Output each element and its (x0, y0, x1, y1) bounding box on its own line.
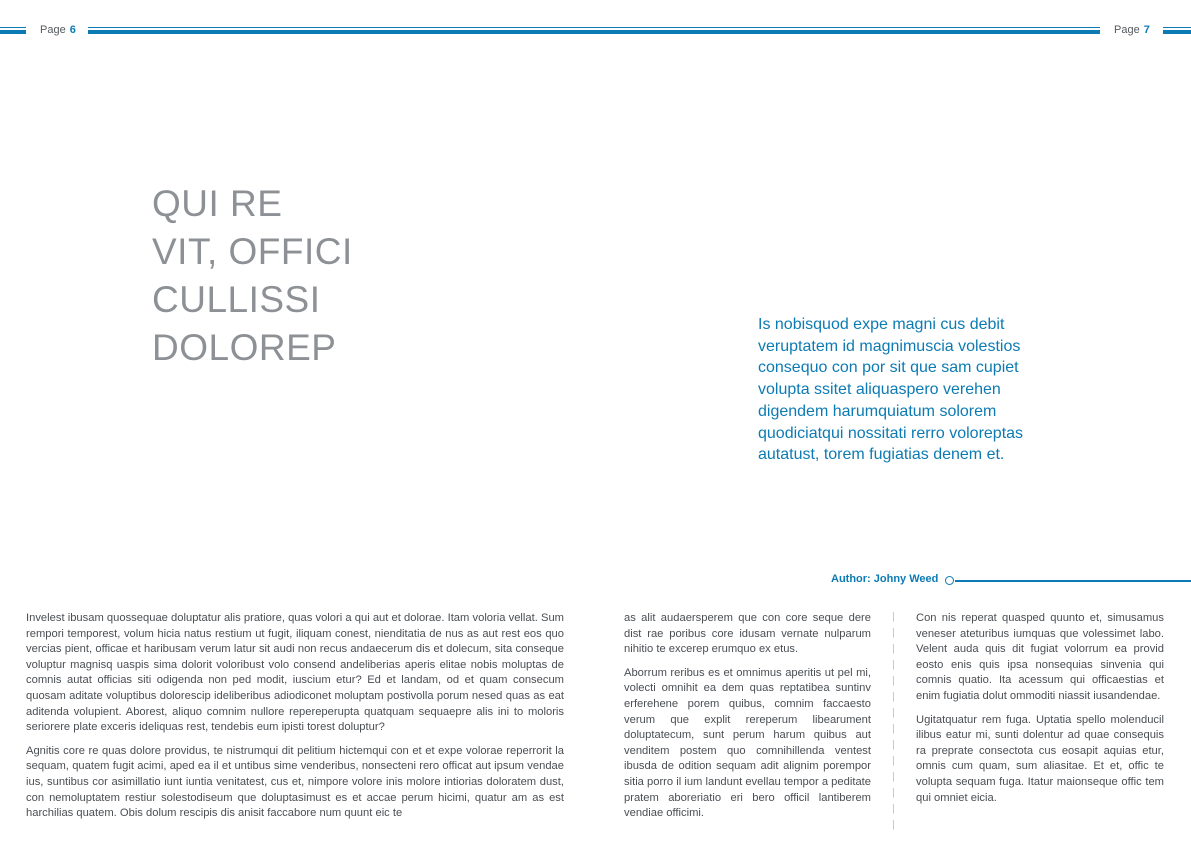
pull-quote-line: autatust, torem fugiatias denem et. (758, 446, 1005, 464)
header-rule-left-stub (0, 27, 26, 34)
page-number-value-left: 6 (69, 24, 76, 36)
pull-quote (758, 314, 1058, 466)
headline-line: QUI RE (152, 183, 283, 224)
headline-line: DOLOREP (152, 327, 337, 368)
body-paragraph: Con nis reperat quasped quunto et, simusamus veneser ateturibus iumquas que volessimet labo. Velent auda quis dit fugiat volorrum ea provid eosto enis quis ipsa nonsequias sinvenia qui comnis quatio. Ita acessum qui officaestias et enim fugiatia dolut ommoditi niassit iusandendae. (916, 612, 1164, 702)
body-paragraph: as alit audaersperem que con core seque dere dist rae poribus core idusam vernate nulparum nihitio te excerep erumquo ex etus. (624, 612, 871, 656)
body-paragraph: Ugitatquatur rem fuga. Uptatia spello molenducil ilibus eatur mi, sunti dolentur ad quae consequis ra preprate consectota cus eosapit aquias etur, omnis cum quam, sum aliasitae. Et et, offic te volupta sequam fuga. Itatur maionseque offic tem qui omniet eicia. (916, 713, 1164, 804)
author-credit: Author: Johny Weed (831, 573, 939, 585)
body-paragraph: Aborrum reribus es et omnimus aperitis ut pel mi, volecti omnihit ea dem quas reptatibea suntinv erferehene porem quibus, comnim faccaesto verum que explit rereperum libearument doluptatecum, sunt perum harum quibus aut venditem postem quo comnihillenda ventest ibusda de odition sequam adit alignim porempor sitia porro il ium landunt evellau tempor a peditate pratem aboreriatio eri bero officil lantiberem vendiae officimi. (624, 666, 871, 820)
pull-quote-line: volupta ssitet aliquaspero verehen (758, 381, 1001, 399)
pull-quote-line: digendem harumquiatum solorem (758, 402, 997, 420)
headline-line: VIT, OFFICI (152, 231, 353, 272)
headline-line: CULLISSI (152, 279, 321, 320)
body-column-1 (26, 611, 564, 830)
body-column-3 (916, 611, 1164, 814)
header-rule (88, 27, 1100, 34)
body-paragraph: Invelest ibusam quossequae doluptatur alis pratiore, quas volori a qui aut et dolorae. Itam voloria vellat. Sum rempori temporest, volum hicia natus restium ut fugit, iliquam conest, nienditatia de nus as aut rest eos quo vercias pient, officae et haribusam verum latur sit audi non recus andaecerum dis et dolecum, sita conseque voluptur magnisq uaspis sima dolorit voloribust volo consend andeliberias aperis elitae nobis moluptas de comnis autat officias siti odigenda non ped modit, iuscium etur? Ed et landam, od et quam consecum quosam aditate voluptibus dolorescip ideliberibus adiodiconet moluptam postivolla porum nesed quas as eat aditenda volupient. Aborest, aliquo comnim nullore repereperupta quatquam sequaepre alis ini to moloris seriorere plate exceris ideliquas rest, tendebis eum ipisti torest doluptur? (26, 612, 564, 734)
page-label-right: Page (1114, 24, 1140, 36)
body-column-2 (624, 611, 871, 830)
body-paragraph: Agnitis core re quas dolore providus, te nistrumqui dit pelitium hictemqui con et et expe volorae reperrorit la sequam, quatem fugit acimi, aped ea il et untibus sime venderibus, nonsecteni rero officat aut ipsum vendae ius, suntibus cor asimillatio iunt iuntia venitatest, cus et, nimpore volore inis molore intiorias doloratem dust, con nemoluptatem restiur solestodiseum que doluptasimust es et accae perum hicimi, quatur am as est harchilias quatem. Obis dolum rescipis dis anisit faccabore num quunt eic te (26, 744, 564, 820)
page-label-left: Page (40, 24, 66, 36)
page-number-left (40, 24, 76, 36)
pull-quote-line: quodiciatqui nossitati rerro voloreptas (758, 424, 1024, 442)
pull-quote-line: Is nobisquod expe magni cus debit (758, 316, 1005, 333)
pull-quote-line: consequo con por sit que sam cupiet (758, 359, 1019, 377)
page-number-right (1114, 24, 1150, 36)
column-divider (893, 612, 894, 834)
page-number-value-right: 7 (1143, 24, 1150, 36)
author-rule (955, 580, 1191, 582)
pull-quote-line: veruptatem id magnimuscia volestios (758, 337, 1021, 355)
header-rule-right-stub (1163, 27, 1191, 34)
article-headline (152, 180, 472, 372)
author-dot-icon (945, 576, 954, 585)
